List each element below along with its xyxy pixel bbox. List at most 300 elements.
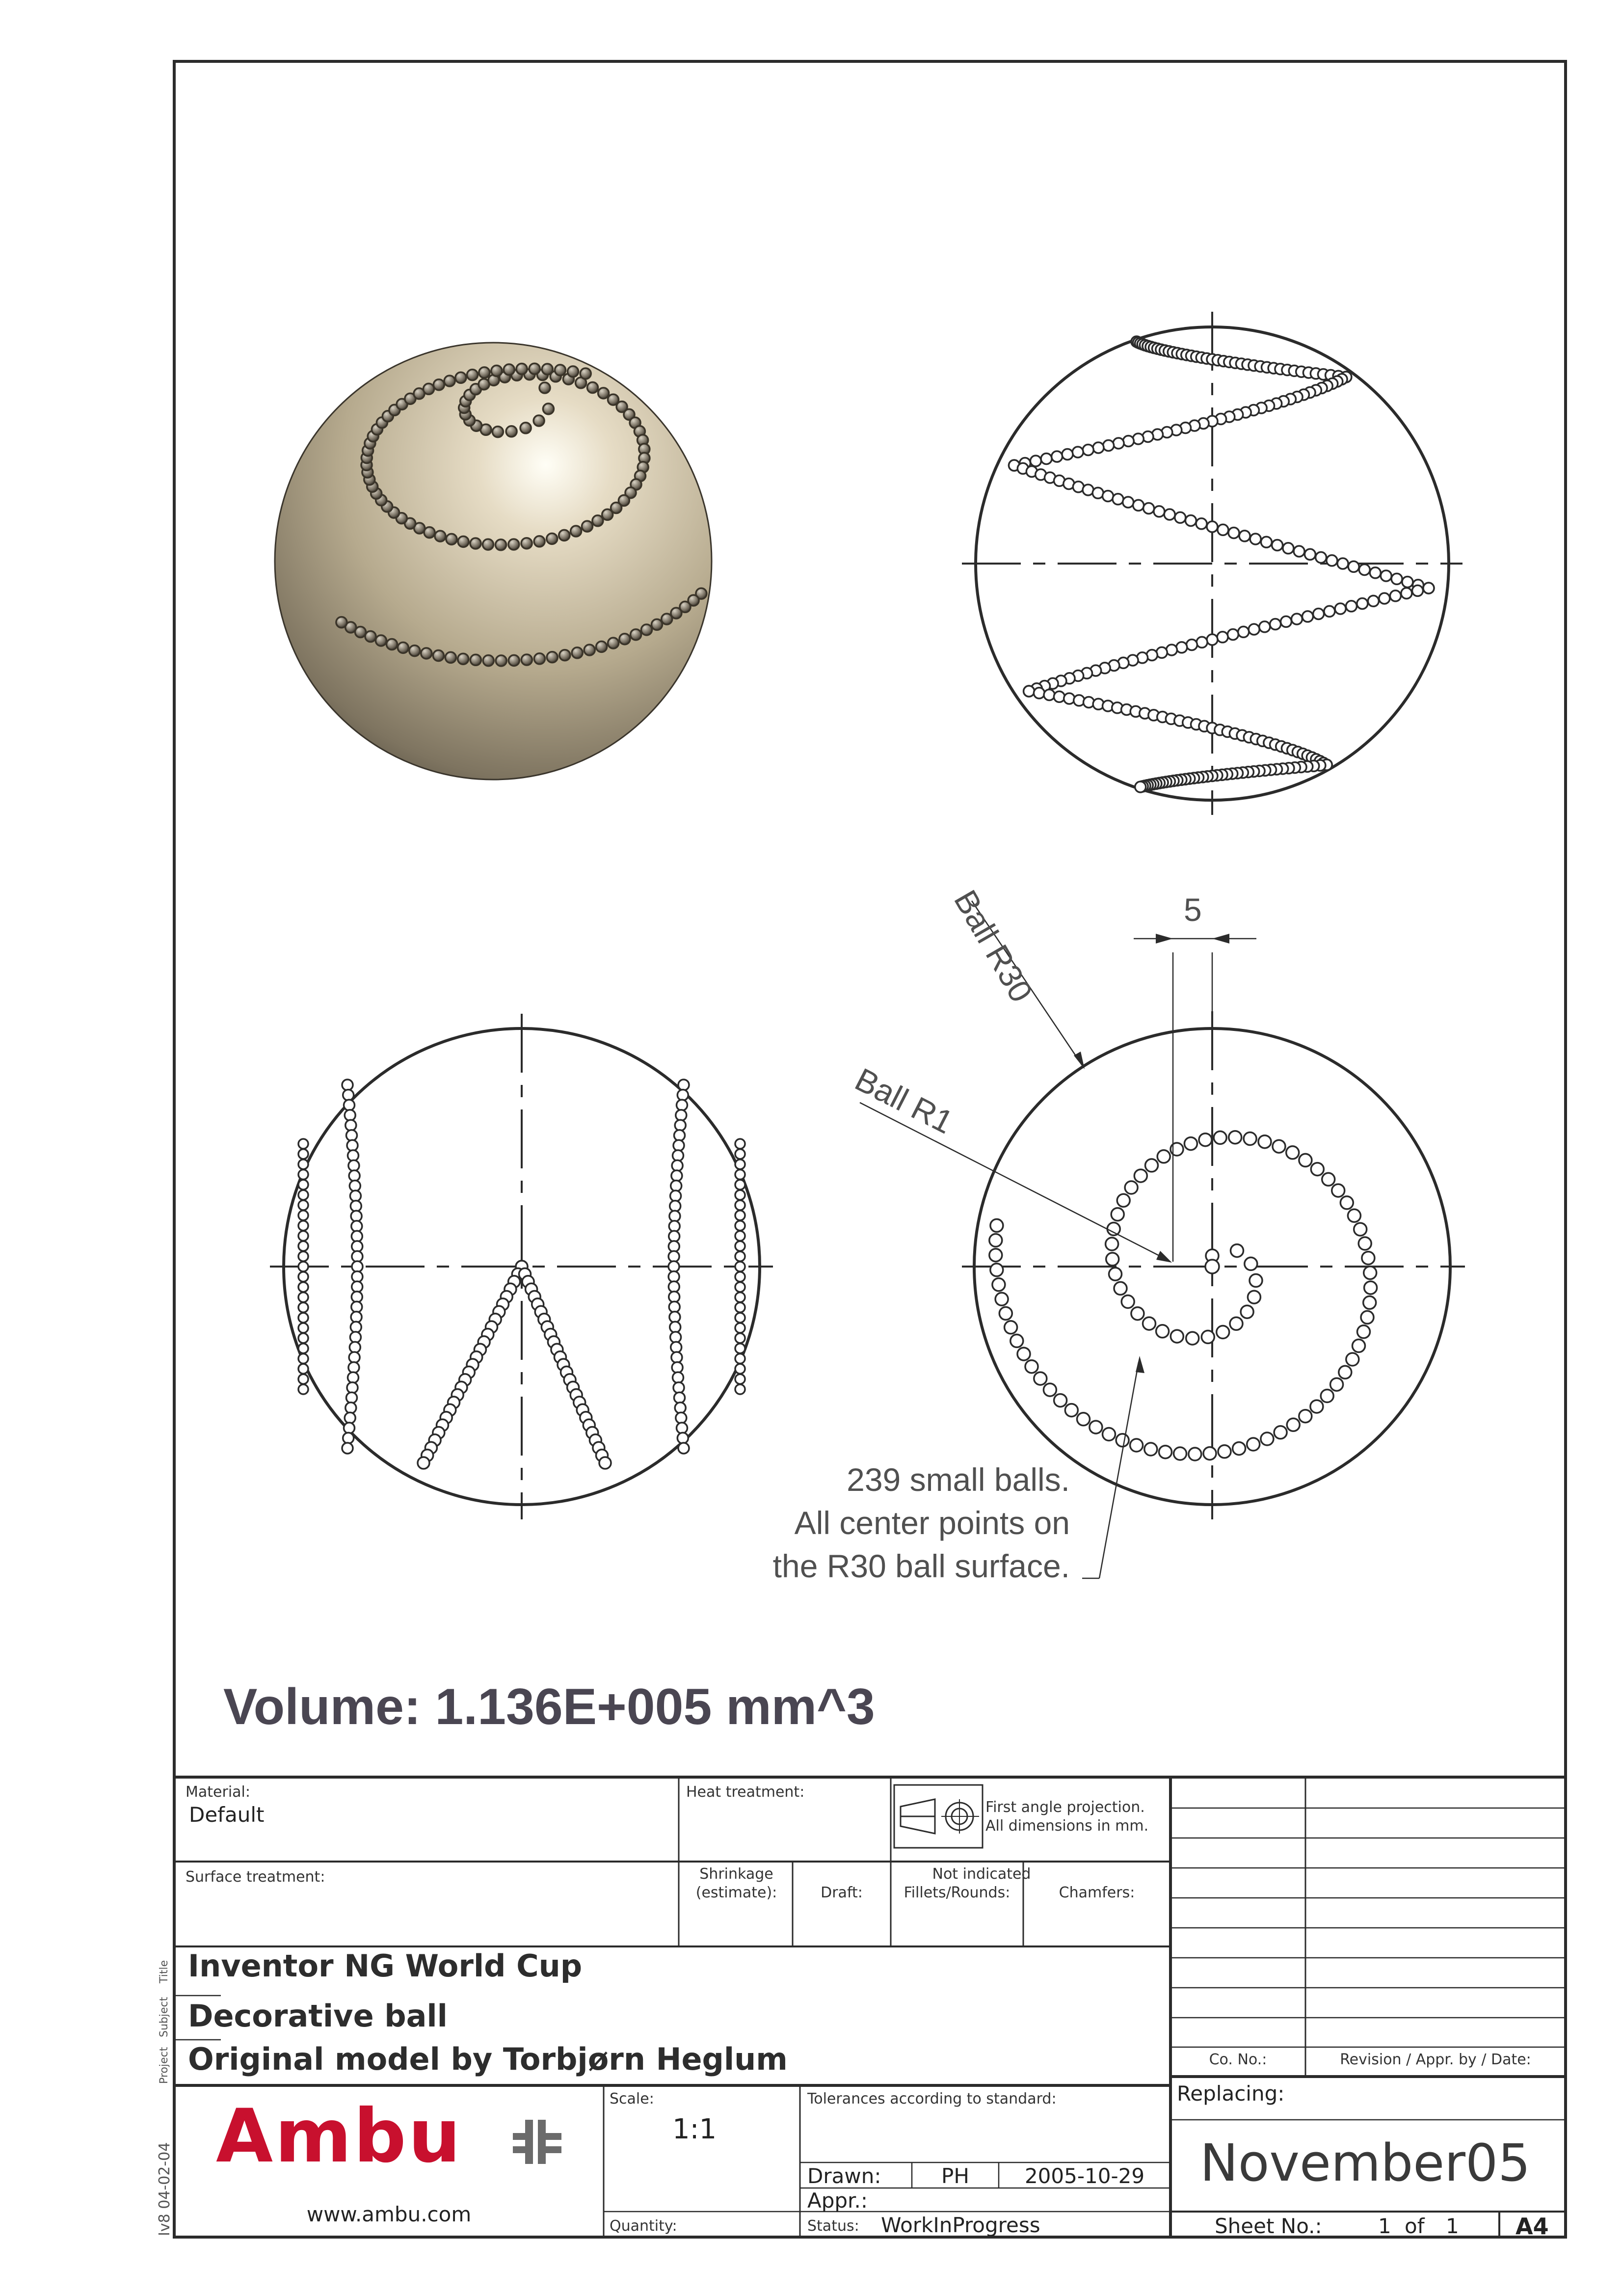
bead — [995, 1293, 1008, 1305]
bead — [504, 364, 514, 375]
bead — [1361, 1311, 1374, 1324]
bead — [1054, 691, 1064, 702]
bead — [1244, 1133, 1256, 1145]
co-no-label: Co. No.: — [1209, 2051, 1267, 2068]
bead — [671, 1181, 682, 1191]
bead — [678, 1080, 689, 1090]
scale-value: 1:1 — [672, 2113, 717, 2145]
bead — [1005, 1321, 1017, 1334]
bead — [343, 1090, 354, 1101]
note-line-1: 239 small balls. — [847, 1461, 1070, 1498]
bead — [350, 1190, 361, 1201]
bead — [1156, 1325, 1169, 1338]
bead — [298, 1231, 308, 1241]
bead — [1357, 598, 1368, 609]
bead — [735, 1200, 745, 1210]
bead — [1348, 561, 1359, 572]
bead — [1043, 1383, 1056, 1396]
chamfers-label: Chamfers: — [1059, 1884, 1135, 1901]
bead — [298, 1139, 308, 1149]
note-line-2: All center points on — [794, 1505, 1070, 1541]
bead — [1064, 693, 1075, 704]
shrinkage-label-2: (estimate): — [695, 1884, 777, 1901]
bead — [1227, 629, 1238, 640]
bead — [672, 1160, 683, 1171]
ambu-logo-mark — [513, 2120, 561, 2164]
bead — [534, 653, 545, 664]
bead — [1391, 573, 1402, 584]
bead — [1203, 1447, 1216, 1460]
bead — [1230, 1317, 1243, 1330]
bead — [298, 1293, 308, 1302]
bead — [735, 1231, 745, 1241]
bead — [1283, 543, 1294, 554]
bead — [735, 1354, 745, 1364]
bead — [735, 1344, 745, 1353]
bead — [582, 521, 593, 532]
bead — [298, 1344, 308, 1353]
bead — [418, 1457, 429, 1469]
quantity-label: Quantity: — [610, 2217, 677, 2235]
bead — [735, 1364, 745, 1374]
bead — [1233, 1442, 1246, 1455]
bead — [668, 1241, 679, 1252]
bead — [735, 1293, 745, 1302]
drawn-date: 2005-10-29 — [1024, 2164, 1145, 2188]
bead — [409, 646, 420, 656]
bead — [1241, 1305, 1253, 1318]
bead — [1189, 1448, 1201, 1460]
bead — [298, 1384, 308, 1394]
sheet-total: 1 — [1446, 2214, 1459, 2238]
bead — [1247, 1438, 1260, 1451]
bead — [1103, 491, 1114, 502]
bead — [631, 629, 641, 640]
bead — [516, 364, 527, 375]
bead — [433, 379, 444, 390]
bead — [506, 426, 517, 437]
bead — [1103, 440, 1114, 451]
bead — [662, 614, 672, 624]
bead — [1231, 1244, 1244, 1257]
bead — [298, 1221, 308, 1231]
bead — [433, 650, 444, 661]
bead — [990, 1264, 1003, 1276]
bead — [677, 1423, 688, 1433]
volume-label: Volume: 1.136E+005 mm^3 — [223, 1678, 875, 1735]
bead — [458, 653, 469, 664]
bead — [673, 1372, 684, 1383]
bead — [735, 1384, 745, 1394]
bead — [1273, 1140, 1285, 1153]
bead — [1238, 626, 1249, 637]
bead — [508, 539, 519, 550]
bead — [989, 1249, 1002, 1262]
bead — [1145, 1159, 1158, 1172]
bead — [298, 1302, 308, 1312]
bead — [1250, 1274, 1262, 1287]
bead — [533, 415, 544, 426]
bead — [1412, 585, 1423, 596]
bead — [1310, 1400, 1323, 1413]
bead — [1390, 591, 1401, 601]
bead — [1034, 1372, 1047, 1385]
bead — [735, 1313, 745, 1323]
bead — [542, 364, 553, 375]
isometric-shaded-view — [275, 343, 712, 780]
bead — [534, 536, 545, 547]
bead — [608, 638, 619, 648]
note-line-3: the R30 ball surface. — [772, 1548, 1070, 1584]
bead — [346, 1130, 357, 1141]
bead — [1117, 1194, 1130, 1207]
bead — [1109, 1268, 1122, 1280]
bead — [1324, 606, 1335, 617]
bead — [602, 509, 613, 520]
bead — [1229, 1131, 1242, 1144]
bead — [1010, 1334, 1023, 1347]
approved-label: Appr.: — [807, 2188, 868, 2213]
bead — [1364, 1281, 1377, 1294]
bead — [491, 365, 502, 376]
bead — [1348, 1209, 1360, 1222]
bead — [571, 526, 582, 537]
bead — [1199, 1134, 1212, 1146]
bead — [1121, 1296, 1134, 1308]
bead — [424, 383, 434, 394]
side-label-title: Title — [158, 1960, 170, 1983]
bead — [352, 1261, 363, 1272]
bead — [1368, 595, 1379, 606]
bead — [1299, 1410, 1312, 1423]
bead — [421, 648, 432, 659]
paper-size: A4 — [1516, 2213, 1549, 2240]
sheet-number: 1 — [1378, 2214, 1391, 2238]
bead — [1133, 500, 1144, 511]
bead — [1313, 609, 1324, 620]
bead — [641, 624, 652, 635]
bead — [479, 367, 490, 378]
bead — [445, 652, 456, 663]
status-label: Status: — [807, 2217, 859, 2235]
bead — [543, 404, 554, 414]
bead — [1303, 611, 1313, 622]
bead — [1113, 438, 1124, 449]
bead — [1245, 1257, 1257, 1270]
bead — [1346, 601, 1357, 612]
bead — [735, 1262, 745, 1271]
bead — [1113, 494, 1123, 505]
bead — [1054, 1394, 1067, 1407]
bead — [1186, 640, 1197, 650]
bead — [1017, 1348, 1030, 1360]
tolerances-label: Tolerances according to standard: — [807, 2090, 1057, 2107]
bead — [1170, 1330, 1183, 1343]
bead — [587, 382, 598, 393]
bead — [675, 1403, 686, 1413]
bead — [521, 654, 532, 665]
bead — [670, 1322, 681, 1332]
bead — [619, 634, 630, 645]
side-label-version: Iv8 04-02-04 — [156, 2142, 173, 2236]
bead — [1239, 531, 1250, 541]
bead — [735, 1190, 745, 1200]
bead — [673, 1140, 684, 1151]
bead — [496, 655, 506, 666]
bead — [1134, 1169, 1147, 1182]
revision-label: Revision / Appr. by / Date: — [1340, 2051, 1531, 2068]
bead — [298, 1374, 308, 1384]
bead — [670, 1190, 681, 1201]
bead — [539, 382, 550, 393]
drawn-by: PH — [941, 2164, 969, 2188]
bead — [1281, 616, 1292, 627]
bead — [298, 1364, 308, 1374]
bead — [735, 1323, 745, 1333]
bead — [467, 370, 478, 380]
bead — [652, 619, 663, 630]
bead — [1062, 449, 1073, 460]
bead — [351, 1221, 362, 1232]
bead — [1207, 521, 1218, 532]
bead — [1030, 456, 1041, 466]
bead — [1354, 1223, 1367, 1236]
bead — [1185, 515, 1196, 526]
bead — [365, 631, 376, 642]
bead — [1330, 1378, 1343, 1391]
bead — [1357, 1325, 1370, 1338]
bead — [483, 539, 494, 550]
bead — [1423, 583, 1434, 594]
bead — [349, 1342, 360, 1352]
bead — [298, 1200, 308, 1210]
bead — [676, 1412, 687, 1423]
bead — [349, 1352, 360, 1363]
bead — [668, 1261, 679, 1272]
bead — [1304, 549, 1315, 560]
bead — [350, 1201, 361, 1212]
bead — [1274, 1426, 1287, 1439]
bead — [1025, 1360, 1038, 1373]
bead — [492, 427, 503, 437]
bead — [352, 1281, 363, 1292]
bead — [559, 530, 570, 540]
bead — [351, 1301, 362, 1312]
bead — [670, 1201, 681, 1212]
bead — [1259, 621, 1270, 632]
bead — [599, 1457, 611, 1469]
bead — [349, 1181, 360, 1191]
bead — [351, 1231, 362, 1242]
bead — [398, 642, 408, 653]
center-bead — [1205, 1260, 1219, 1273]
annotation-ball-r1: Ball R1 — [849, 1060, 959, 1141]
bead — [1363, 1296, 1376, 1309]
bead — [342, 1443, 353, 1454]
bead — [1116, 1434, 1129, 1447]
bead — [1291, 614, 1302, 624]
bead — [298, 1354, 308, 1364]
bead — [1272, 540, 1283, 551]
bead — [547, 533, 558, 544]
bead — [676, 1110, 687, 1121]
bead — [669, 1312, 680, 1323]
sheet-no-label: Sheet No.: — [1215, 2214, 1322, 2238]
bead — [1052, 451, 1063, 462]
bead — [1362, 1252, 1375, 1265]
bead — [350, 1322, 361, 1332]
drawing-number: November05 — [1200, 2133, 1531, 2193]
bead — [598, 388, 609, 399]
bead — [348, 1372, 359, 1383]
bead — [1358, 1237, 1371, 1250]
bead — [350, 1332, 361, 1343]
bead — [298, 1211, 308, 1220]
bead — [346, 1392, 357, 1403]
bead — [1044, 690, 1055, 701]
ambu-website: www.ambu.com — [306, 2202, 472, 2226]
projection-note-2: All dimensions in mm. — [985, 1817, 1149, 1835]
bead — [1346, 1353, 1359, 1366]
bead — [1214, 1131, 1226, 1144]
bead — [1201, 1330, 1214, 1343]
bead — [1353, 1339, 1365, 1352]
bead — [298, 1170, 308, 1180]
annotation-ball-r30: Ball R30 — [947, 884, 1040, 1008]
subject-name: Decorative ball — [188, 1998, 448, 2034]
bead — [349, 1170, 360, 1181]
bead — [989, 1234, 1002, 1247]
bead — [1196, 518, 1207, 529]
bead — [555, 365, 566, 376]
bead — [735, 1333, 745, 1343]
bead — [596, 641, 607, 652]
bead — [1176, 642, 1187, 653]
bead — [1157, 1150, 1170, 1163]
bead — [345, 1110, 355, 1121]
bead — [1114, 1282, 1127, 1295]
bead — [1041, 454, 1052, 464]
bead — [999, 1307, 1012, 1320]
bead — [298, 1282, 308, 1292]
bead — [677, 1090, 688, 1101]
bead — [336, 617, 347, 628]
project-name: Inventor NG World Cup — [188, 1948, 583, 1984]
bead — [1131, 1307, 1144, 1320]
bead — [580, 368, 591, 379]
bead — [592, 515, 603, 526]
bead — [1207, 634, 1218, 645]
bead — [1261, 537, 1272, 547]
bead — [496, 540, 506, 550]
bead — [674, 1130, 685, 1141]
bead — [298, 1313, 308, 1323]
bead — [1379, 593, 1390, 604]
bead — [1250, 534, 1261, 544]
bead — [1248, 1291, 1260, 1303]
bead — [344, 1100, 355, 1110]
bead — [298, 1149, 308, 1159]
bead — [298, 1251, 308, 1261]
bead — [1364, 1267, 1377, 1279]
bead — [1186, 1332, 1199, 1345]
draft-label: Draft: — [821, 1884, 863, 1901]
bead — [470, 654, 481, 665]
bead — [1340, 1196, 1353, 1209]
bead — [735, 1251, 745, 1261]
bead — [1065, 1404, 1078, 1417]
bead — [508, 655, 519, 666]
bead — [735, 1170, 745, 1180]
bead — [735, 1374, 745, 1384]
fillets-label: Fillets/Rounds: — [904, 1884, 1010, 1901]
dimension-5: 5 — [1184, 891, 1202, 928]
bead — [1261, 1432, 1274, 1445]
bead — [1143, 1317, 1156, 1330]
bead — [675, 1120, 686, 1131]
bead — [673, 1150, 684, 1161]
bead — [455, 372, 466, 383]
bead — [348, 1150, 359, 1161]
bead — [1034, 688, 1044, 699]
bead — [1144, 1443, 1157, 1456]
bead — [298, 1180, 308, 1189]
bead — [673, 1382, 684, 1393]
bead — [1197, 637, 1207, 648]
bead — [735, 1149, 745, 1159]
bead — [1218, 524, 1228, 535]
bead — [520, 423, 531, 433]
bead — [352, 1251, 363, 1262]
bead — [351, 1211, 362, 1221]
bead — [559, 650, 570, 661]
bead — [1083, 445, 1093, 456]
bead — [348, 1160, 359, 1171]
bead-note — [677, 1458, 1070, 1588]
bead — [1401, 588, 1412, 599]
bead — [298, 1262, 308, 1271]
bead — [435, 531, 446, 541]
bead — [669, 1301, 680, 1312]
bead — [1130, 1439, 1143, 1452]
bead — [1381, 570, 1391, 581]
bead — [348, 1362, 359, 1373]
bead — [345, 1412, 355, 1423]
bead — [1217, 632, 1228, 643]
bead — [298, 1333, 308, 1343]
bead — [670, 1332, 681, 1343]
bead — [346, 1403, 356, 1413]
bead — [1258, 1135, 1271, 1148]
bead — [1270, 619, 1281, 630]
bead — [1077, 1413, 1090, 1426]
bead — [735, 1272, 745, 1282]
bead — [446, 534, 457, 544]
bead — [1321, 1390, 1333, 1403]
bead — [1316, 552, 1327, 563]
bead — [674, 1392, 685, 1403]
bead — [1286, 1146, 1299, 1159]
bead — [677, 1100, 688, 1110]
sheet-of: of — [1405, 2214, 1425, 2238]
bead — [735, 1282, 745, 1292]
bead — [458, 536, 469, 547]
bead — [669, 1231, 680, 1242]
bead — [735, 1211, 745, 1220]
surface-treatment-label: Surface treatment: — [186, 1868, 325, 1886]
bead — [669, 1211, 680, 1221]
bead — [1339, 1366, 1352, 1378]
